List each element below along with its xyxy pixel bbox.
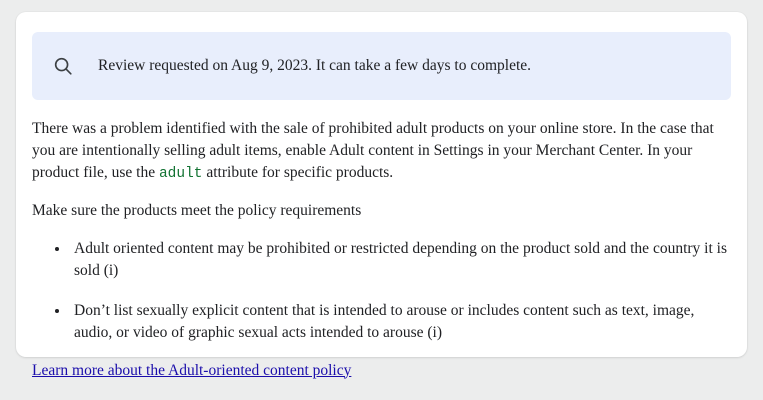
list-item: • Don’t list sexually explicit content that is intended to arouse or includes content such as text, image, audio, or video of graphic sexual acts intended to arouse (i) <box>70 300 731 344</box>
policy-bullet-list <box>32 238 731 344</box>
review-status-banner <box>32 32 731 100</box>
problem-description-part2: attribute for specific products. <box>202 164 394 181</box>
search-icon <box>50 53 76 79</box>
review-status-text: Review requested on Aug 9, 2023. It can take a few days to complete. <box>98 56 532 74</box>
learn-more-link[interactable]: Learn more about the Adult-oriented content policy <box>32 361 352 379</box>
list-item: • Adult oriented content may be prohibited or restricted depending on the product sold and the country it is sold (i) <box>70 238 731 282</box>
content-card <box>16 12 747 379</box>
policy-requirements-subheading: Make sure the products meet the policy requirements <box>32 202 362 220</box>
adult-attribute-code: adult <box>158 166 203 182</box>
problem-description-part1: There was a problem identified with the sale of prohibited adult products on your online store. In the case that you are intentionally selling adult items, enable Adult content in Settings in your Merchant Center. In your product file, use the <box>32 120 714 181</box>
problem-description <box>32 118 731 185</box>
